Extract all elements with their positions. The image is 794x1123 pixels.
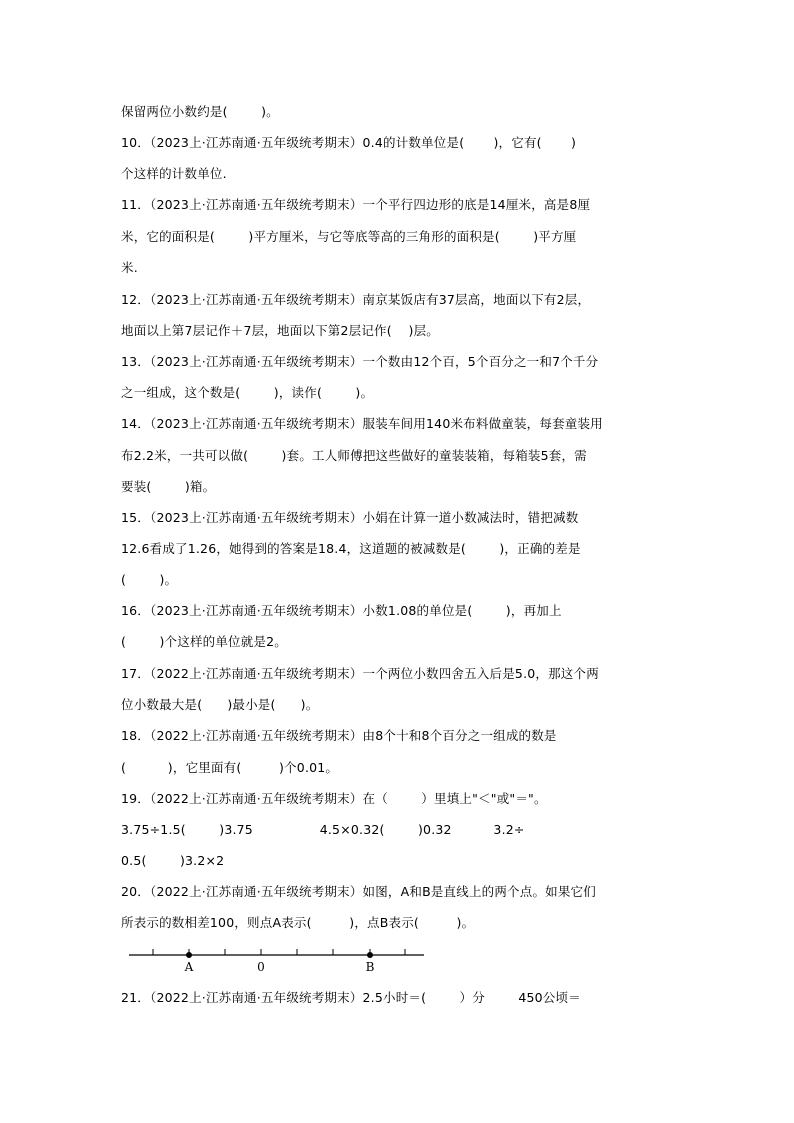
- zero-label: 0: [257, 960, 265, 974]
- point-b-label: B: [365, 960, 375, 974]
- text-line: 米，它的面积是( )平方厘米，与它等底等高的三角形的面积是( )平方厘: [121, 229, 577, 244]
- text-line: 15．（2023上·江苏南通·五年级统考期末）小娟在计算一道小数减法时，错把减数: [121, 510, 579, 525]
- text-line: 10．（2023上·江苏南通·五年级统考期末）0.4的计数单位是( )，它有( ): [121, 135, 577, 150]
- text-line: 3.75÷1.5( )3.75 4.5×0.32( )0.32 3.2÷: [121, 822, 525, 837]
- text-line: 19．（2022上·江苏南通·五年级统考期末）在（ ）里填上"＜"或"＝"。: [121, 791, 547, 806]
- text-line: 之一组成，这个数是( )，读作( )。: [121, 385, 374, 400]
- point-b-dot: [367, 952, 373, 958]
- text-line: 11．（2023上·江苏南通·五年级统考期末）一个平行四边形的底是14厘米，高是8厘: [121, 197, 591, 212]
- text-line: 20．（2022上·江苏南通·五年级统考期末）如图，A和B是直线上的两个点。如果它们: [121, 884, 596, 899]
- point-a-label: A: [184, 960, 194, 974]
- text-line: 个这样的计数单位.: [121, 166, 227, 181]
- text-line: 地面以上第7层记作＋7层，地面以下第2层记作( )层。: [121, 323, 440, 338]
- text-line: 12．（2023上·江苏南通·五年级统考期末）南京某饭店有37层高，地面以下有2层，: [121, 292, 591, 307]
- point-a-dot: [186, 952, 192, 958]
- text-line: 12.6看成了1.26，她得到的答案是18.4，这道题的被减数是( )，正确的差是: [121, 541, 581, 556]
- text-line: 16．（2023上·江苏南通·五年级统考期末）小数1.08的单位是( )，再加上: [121, 603, 562, 618]
- text-line: 要装( )箱。: [121, 479, 216, 494]
- text-line: 21．（2022上·江苏南通·五年级统考期末）2.5小时＝( ）分 450公顷＝: [121, 990, 581, 1005]
- text-line: ( )个这样的单位就是2。: [121, 634, 287, 649]
- text-line: ( )。: [121, 572, 178, 587]
- text-line: ( )，它里面有( )个0.01。: [121, 760, 339, 775]
- text-line: 布2.2米，一共可以做( )套。工人师傅把这些做好的童装装箱，每箱装5套，需: [121, 448, 587, 463]
- text-line: 所表示的数相差100，则点A表示( )，点B表示( )。: [121, 915, 475, 930]
- text-line: 14．（2023上·江苏南通·五年级统考期末）服装车间用140米布料做童装，每套童装用: [121, 416, 603, 431]
- text-line: 保留两位小数约是( )。: [121, 104, 279, 119]
- text-line: 位小数最大是( )最小是( )。: [121, 697, 319, 712]
- text-line: 17．（2022上·江苏南通·五年级统考期末）一个两位小数四舍五入后是5.0，那这个两: [121, 666, 599, 681]
- text-line: 0.5( )3.2×2: [121, 853, 225, 868]
- text-line: 13．（2023上·江苏南通·五年级统考期末）一个数由12个百，5个百分之一和7个千分: [121, 354, 599, 369]
- text-line: 18．（2022上·江苏南通·五年级统考期末）由8个十和8个百分之一组成的数是: [121, 728, 557, 743]
- text-line: 米.: [121, 260, 138, 275]
